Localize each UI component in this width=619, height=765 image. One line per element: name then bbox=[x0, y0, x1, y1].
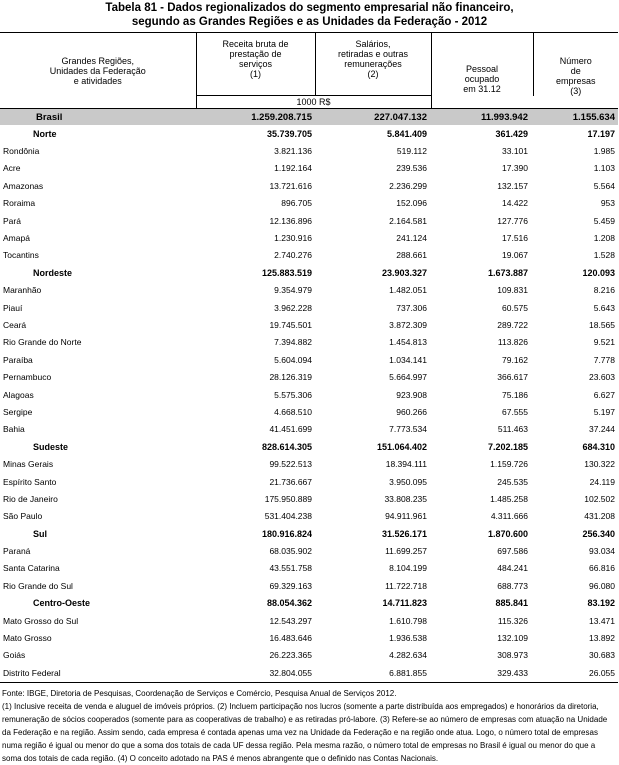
cell-receita: 896.705 bbox=[281, 198, 312, 209]
cell-salarios: 960.266 bbox=[396, 406, 427, 417]
cell-salarios: 239.536 bbox=[396, 163, 427, 174]
cell-name: Minas Gerais bbox=[3, 459, 54, 470]
cell-salarios: 23.903.327 bbox=[381, 267, 427, 278]
cell-pessoal: 60.575 bbox=[502, 302, 528, 313]
cell-salarios: 1.610.798 bbox=[389, 615, 427, 626]
state-row bbox=[0, 316, 618, 333]
footnote-text: (1) Inclusive receita de venda e aluguel de imóveis próprios. (2) Incluem participação nos lucros (somente a parte distribuída aos empregados) e honorários da diretoria, remuneração de sócios cooperados (somente para as cooperativas de trabalho) e as retiradas pró-labore. (3) Refere-se ao número de empresas com atuação na Unidade da Federação e na região. Assim sendo, cada empresa é contada apenas uma vez na Unidade da Federação e na região onde atua. Logo, o número total de empresas numa região é igual ou menor do que a soma dos totais de cada UF dessa região. Pela mesma razão, o número total de empresas no Brasil é igual ou menor do que a soma dos totais de cada região. (4) O conceito adotado na PAS é menos abrangente que o definido nas Contas Nacionais. bbox=[2, 701, 608, 763]
cell-receita: 88.054.362 bbox=[266, 598, 312, 609]
cell-receita: 2.740.276 bbox=[274, 250, 312, 261]
cell-pessoal: 697.586 bbox=[497, 546, 528, 557]
state-row bbox=[0, 403, 618, 420]
cell-name: Pará bbox=[3, 215, 21, 226]
cell-pessoal: 289.722 bbox=[497, 319, 528, 330]
cell-pessoal: 67.555 bbox=[502, 406, 528, 417]
cell-receita: 1.192.164 bbox=[274, 163, 312, 174]
cell-salarios: 8.104.199 bbox=[389, 563, 427, 574]
cell-receita: 1.230.916 bbox=[274, 233, 312, 244]
cell-empresas: 13.892 bbox=[589, 633, 615, 644]
cell-pessoal: 115.326 bbox=[497, 615, 528, 626]
table-title bbox=[0, 0, 619, 29]
cell-name: Nordeste bbox=[33, 267, 73, 278]
cell-salarios: 33.808.235 bbox=[384, 493, 427, 504]
cell-salarios: 923.908 bbox=[396, 389, 427, 400]
cell-empresas: 37.244 bbox=[589, 424, 615, 435]
cell-name: Rondônia bbox=[3, 146, 40, 157]
cell-receita: 35.739.705 bbox=[266, 128, 312, 139]
cell-empresas: 5.643 bbox=[593, 302, 615, 313]
cell-pessoal: 132.157 bbox=[497, 180, 528, 191]
cell-pessoal: 75.186 bbox=[502, 389, 528, 400]
state-row bbox=[0, 247, 618, 264]
state-row bbox=[0, 455, 618, 472]
state-row bbox=[0, 647, 618, 664]
cell-name: Roraima bbox=[3, 198, 36, 209]
cell-pessoal: 79.162 bbox=[502, 354, 528, 365]
cell-salarios: 3.872.309 bbox=[389, 319, 427, 330]
header-pessoal: Pessoal ocupado em 31.12 bbox=[431, 33, 533, 96]
cell-salarios: 2.236.299 bbox=[389, 180, 427, 191]
cell-pessoal: 1.673.887 bbox=[487, 267, 528, 278]
cell-empresas: 18.565 bbox=[589, 319, 615, 330]
cell-pessoal: 1.485.258 bbox=[490, 493, 528, 504]
cell-name: Alagoas bbox=[3, 389, 34, 400]
cell-pessoal: 1.870.600 bbox=[487, 528, 528, 539]
cell-pessoal: 11.993.942 bbox=[431, 109, 533, 126]
cell-pessoal: 14.422 bbox=[502, 198, 528, 209]
cell-salarios: 5.841.409 bbox=[386, 128, 427, 139]
cell-pessoal: 361.429 bbox=[495, 128, 528, 139]
cell-name: Norte bbox=[33, 128, 57, 139]
cell-salarios: 11.722.718 bbox=[385, 580, 427, 591]
cell-name: Maranhão bbox=[3, 285, 42, 296]
cell-empresas: 8.216 bbox=[593, 285, 615, 296]
cell-empresas: 1.155.634 bbox=[533, 109, 618, 126]
state-row bbox=[0, 212, 618, 229]
cell-pessoal: 113.826 bbox=[497, 337, 528, 348]
cell-empresas: 96.080 bbox=[589, 580, 615, 591]
state-row bbox=[0, 334, 618, 351]
cell-empresas: 102.502 bbox=[584, 493, 615, 504]
header-unit-blank bbox=[431, 96, 618, 109]
cell-name: Brasil bbox=[0, 109, 196, 126]
cell-receita: 13.721.616 bbox=[269, 180, 312, 191]
state-row bbox=[0, 421, 618, 438]
header-receita: Receita bruta de prestação de serviços (1) bbox=[196, 33, 315, 96]
state-row bbox=[0, 508, 618, 525]
cell-salarios: 241.124 bbox=[396, 233, 427, 244]
cell-salarios: 7.773.534 bbox=[389, 424, 427, 435]
region-row bbox=[0, 438, 618, 455]
cell-pessoal: 4.311.666 bbox=[490, 511, 528, 522]
cell-receita: 16.483.646 bbox=[269, 633, 312, 644]
cell-salarios: 1.482.051 bbox=[389, 285, 427, 296]
state-row bbox=[0, 368, 618, 385]
cell-name: Paraná bbox=[3, 546, 31, 557]
cell-salarios: 6.881.855 bbox=[389, 667, 427, 678]
cell-receita: 180.916.824 bbox=[261, 528, 312, 539]
cell-pessoal: 885.841 bbox=[495, 598, 528, 609]
cell-receita: 43.551.758 bbox=[269, 563, 312, 574]
header-salarios: Salários, retiradas e outras remunerações (2) bbox=[315, 33, 431, 96]
state-row bbox=[0, 542, 618, 559]
table-body bbox=[0, 109, 618, 682]
cell-salarios: 5.664.997 bbox=[389, 372, 427, 383]
cell-pessoal: 308.973 bbox=[497, 650, 528, 661]
cell-name: Distrito Federal bbox=[3, 667, 61, 678]
cell-empresas: 17.197 bbox=[587, 128, 615, 139]
cell-receita: 19.745.501 bbox=[269, 319, 312, 330]
state-row bbox=[0, 142, 618, 159]
cell-name: Sul bbox=[33, 528, 48, 539]
cell-empresas: 66.816 bbox=[589, 563, 615, 574]
cell-name: Rio Grande do Norte bbox=[3, 337, 82, 348]
cell-empresas: 9.521 bbox=[593, 337, 615, 348]
header-region: Grandes Regiões, Unidades da Federação e atividades bbox=[0, 33, 196, 109]
state-row bbox=[0, 282, 618, 299]
state-row bbox=[0, 229, 618, 246]
cell-receita: 1.259.208.715 bbox=[196, 109, 315, 126]
cell-name: Mato Grosso do Sul bbox=[3, 615, 79, 626]
header-unit: 1000 R$ bbox=[196, 96, 431, 109]
state-row bbox=[0, 299, 618, 316]
data-table bbox=[0, 32, 618, 682]
cell-name: Pernambuco bbox=[3, 372, 52, 383]
cell-salarios: 152.096 bbox=[396, 198, 427, 209]
cell-name: Espírito Santo bbox=[3, 476, 57, 487]
region-row bbox=[0, 125, 618, 142]
state-row bbox=[0, 577, 618, 594]
cell-receita: 99.522.513 bbox=[269, 459, 312, 470]
cell-empresas: 23.603 bbox=[589, 372, 615, 383]
cell-pessoal: 17.390 bbox=[502, 163, 528, 174]
cell-name: Amazonas bbox=[3, 180, 44, 191]
cell-receita: 125.883.519 bbox=[261, 267, 312, 278]
cell-empresas: 431.208 bbox=[584, 511, 615, 522]
cell-name: Piauí bbox=[3, 302, 23, 313]
cell-pessoal: 688.773 bbox=[497, 580, 528, 591]
cell-empresas: 953 bbox=[600, 198, 615, 209]
cell-empresas: 83.192 bbox=[587, 598, 615, 609]
cell-salarios: 151.064.402 bbox=[376, 441, 427, 452]
cell-empresas: 1.528 bbox=[593, 250, 615, 261]
cell-empresas: 24.119 bbox=[589, 476, 615, 487]
cell-salarios: 11.699.257 bbox=[385, 546, 427, 557]
cell-name: Paraíba bbox=[3, 354, 33, 365]
cell-salarios: 18.394.111 bbox=[385, 459, 427, 470]
state-row bbox=[0, 664, 618, 681]
cell-empresas: 5.564 bbox=[593, 180, 615, 191]
cell-empresas: 1.208 bbox=[593, 233, 615, 244]
cell-empresas: 256.340 bbox=[582, 528, 615, 539]
cell-salarios: 1.034.141 bbox=[389, 354, 427, 365]
cell-name: Bahia bbox=[3, 424, 25, 435]
cell-name: Acre bbox=[3, 163, 21, 174]
cell-empresas: 26.055 bbox=[589, 667, 615, 678]
cell-name: Rio Grande do Sul bbox=[3, 580, 73, 591]
cell-pessoal: 366.617 bbox=[497, 372, 528, 383]
state-row bbox=[0, 490, 618, 507]
state-row bbox=[0, 386, 618, 403]
cell-receita: 828.614.305 bbox=[261, 441, 312, 452]
cell-receita: 69.329.163 bbox=[269, 580, 312, 591]
cell-pessoal: 17.516 bbox=[502, 233, 528, 244]
cell-salarios: 737.306 bbox=[396, 302, 427, 313]
cell-empresas: 13.471 bbox=[589, 615, 615, 626]
cell-empresas: 5.459 bbox=[593, 215, 615, 226]
cell-empresas: 684.310 bbox=[582, 441, 615, 452]
cell-salarios: 227.047.132 bbox=[315, 109, 431, 126]
cell-receita: 4.668.510 bbox=[274, 406, 312, 417]
state-row bbox=[0, 560, 618, 577]
region-row bbox=[0, 264, 618, 281]
state-row bbox=[0, 612, 618, 629]
source-note: Fonte: IBGE, Diretoria de Pesquisas, Coordenação de Serviços e Comércio, Pesquisa Anual de Serviços 2012. bbox=[2, 688, 397, 698]
cell-pessoal: 511.463 bbox=[497, 424, 528, 435]
cell-receita: 68.035.902 bbox=[269, 546, 312, 557]
cell-receita: 12.136.896 bbox=[269, 215, 312, 226]
state-row bbox=[0, 195, 618, 212]
cell-salarios: 2.164.581 bbox=[389, 215, 427, 226]
cell-salarios: 4.282.634 bbox=[389, 650, 427, 661]
cell-pessoal: 132.109 bbox=[497, 633, 528, 644]
cell-pessoal: 33.101 bbox=[502, 146, 528, 157]
cell-salarios: 1.454.813 bbox=[389, 337, 427, 348]
cell-pessoal: 245.535 bbox=[497, 476, 528, 487]
cell-receita: 3.962.228 bbox=[274, 302, 312, 313]
cell-receita: 26.223.365 bbox=[269, 650, 312, 661]
cell-receita: 175.950.889 bbox=[264, 493, 312, 504]
cell-receita: 12.543.297 bbox=[269, 615, 312, 626]
cell-name: Centro-Oeste bbox=[33, 598, 91, 609]
cell-empresas: 6.627 bbox=[593, 389, 615, 400]
cell-salarios: 14.711.823 bbox=[382, 598, 427, 609]
cell-salarios: 31.526.171 bbox=[381, 528, 427, 539]
cell-pessoal: 7.202.185 bbox=[487, 441, 528, 452]
cell-pessoal: 484.241 bbox=[497, 563, 528, 574]
cell-empresas: 5.197 bbox=[593, 406, 615, 417]
country-row bbox=[0, 109, 618, 126]
cell-receita: 3.821.136 bbox=[274, 146, 312, 157]
cell-name: Goiás bbox=[3, 650, 26, 661]
cell-receita: 28.126.319 bbox=[269, 372, 312, 383]
state-row bbox=[0, 177, 618, 194]
cell-name: Tocantins bbox=[3, 250, 39, 261]
region-row bbox=[0, 525, 618, 542]
cell-empresas: 130.322 bbox=[584, 459, 615, 470]
state-row bbox=[0, 473, 618, 490]
cell-salarios: 288.661 bbox=[396, 250, 427, 261]
cell-name: Amapá bbox=[3, 233, 30, 244]
cell-salarios: 94.911.961 bbox=[385, 511, 427, 522]
cell-name: Rio de Janeiro bbox=[3, 493, 58, 504]
cell-empresas: 120.093 bbox=[582, 267, 615, 278]
cell-pessoal: 19.067 bbox=[502, 250, 528, 261]
cell-name: Mato Grosso bbox=[3, 633, 52, 644]
cell-empresas: 7.778 bbox=[593, 354, 615, 365]
cell-pessoal: 109.831 bbox=[497, 285, 528, 296]
cell-empresas: 93.034 bbox=[589, 546, 615, 557]
cell-receita: 5.604.094 bbox=[274, 354, 312, 365]
cell-salarios: 1.936.538 bbox=[389, 633, 427, 644]
cell-empresas: 1.103 bbox=[593, 163, 615, 174]
title-line-1: Tabela 81 - Dados regionalizados do segmento empresarial não financeiro, bbox=[105, 2, 514, 14]
region-row bbox=[0, 595, 618, 612]
cell-receita: 9.354.979 bbox=[274, 285, 312, 296]
state-row bbox=[0, 629, 618, 646]
cell-name: Ceará bbox=[3, 319, 27, 330]
cell-receita: 7.394.882 bbox=[274, 337, 312, 348]
cell-receita: 21.736.667 bbox=[269, 476, 312, 487]
cell-name: Sergipe bbox=[3, 406, 33, 417]
cell-pessoal: 1.159.726 bbox=[490, 459, 528, 470]
cell-name: Sudeste bbox=[33, 441, 69, 452]
cell-receita: 531.404.238 bbox=[264, 511, 312, 522]
cell-receita: 32.804.055 bbox=[269, 667, 312, 678]
footnotes bbox=[0, 682, 618, 765]
cell-empresas: 1.985 bbox=[593, 146, 615, 157]
header-empresas: Número de empresas (3) bbox=[533, 33, 618, 96]
cell-salarios: 519.112 bbox=[396, 146, 427, 157]
cell-name: São Paulo bbox=[3, 511, 43, 522]
cell-receita: 41.451.699 bbox=[269, 424, 312, 435]
cell-salarios: 3.950.095 bbox=[389, 476, 427, 487]
cell-name: Santa Catarina bbox=[3, 563, 60, 574]
state-row bbox=[0, 160, 618, 177]
cell-pessoal: 329.433 bbox=[497, 667, 528, 678]
cell-receita: 5.575.306 bbox=[274, 389, 312, 400]
cell-empresas: 30.683 bbox=[589, 650, 615, 661]
cell-pessoal: 127.776 bbox=[497, 215, 528, 226]
title-line-2: segundo as Grandes Regiões e as Unidades da Federação - 2012 bbox=[131, 16, 488, 28]
state-row bbox=[0, 351, 618, 368]
